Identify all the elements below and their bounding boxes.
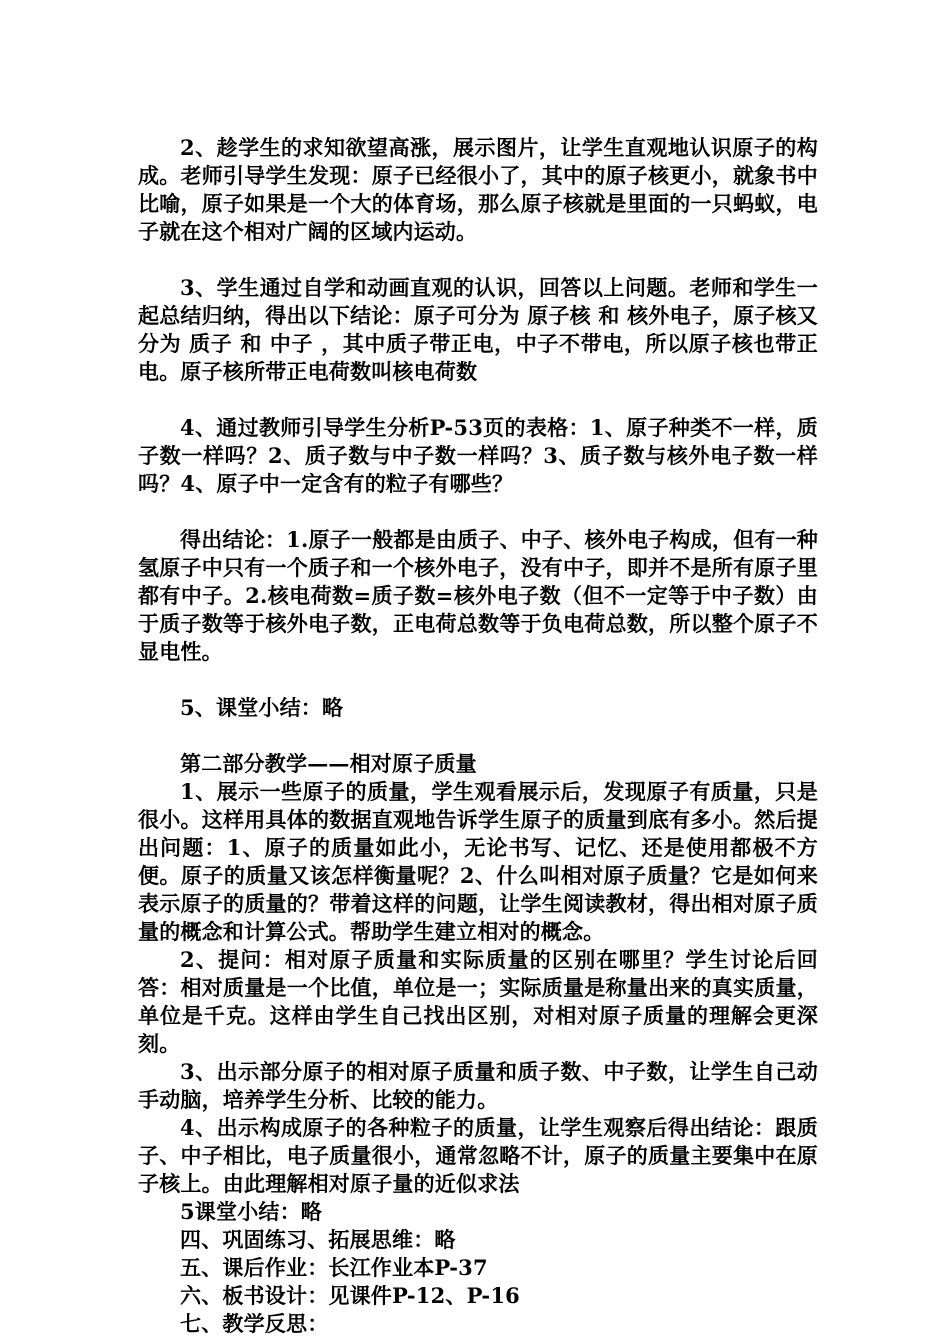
paragraph-conclusion-nucleus: 3、学生通过自学和动画直观的认识，回答以上问题。老师和学生一起总结归纳，得出以下结论：原子可分为 原子核 和 核外电子，原子核又分为 质子 和 中子 ，其中质子带正电，中子不带电，所以原子核也带正电。原子核所带正电荷数叫核电荷数 [138, 275, 818, 384]
paragraph-atom-structure: 2、趁学生的求知欲望高涨，展示图片，让学生直观地认识原子的构成。老师引导学生发现：原子已经很小了，其中的原子核更小，就象书中比喻，原子如果是一个大的体育场，那么原子核就是里面的一只蚂蚁，电子就在这个相对广阔的区域内运动。 [138, 135, 818, 244]
paragraph-atom-mass-display: 1、展示一些原子的质量，学生观看展示后，发现原子有质量，只是很小。这样用具体的数据直观地告诉学生原子的质量到底有多小。然后提出问题：1、原子的质量如此小，无论书写、记忆、还是使用都极不方便。原子的质量又该怎样衡量呢？2、什么叫相对原子质量？它是如何来表示原子的质量的？带着这样的问题，让学生阅读教材，得出相对原子质量的概念和计算公式。帮助学生建立相对的概念。 [138, 779, 818, 944]
paragraph-hands-on: 3、出示部分原子的相对原子质量和质子数、中子数，让学生自己动手动脑，培养学生分析、比较的能力。 [138, 1059, 818, 1112]
line-class-summary: 5课堂小结：略 [180, 1199, 323, 1224]
line-practice: 四、巩固练习、拓展思维：略 [180, 1227, 456, 1252]
section-heading-part-two: 第二部分教学——相对原子质量 [180, 751, 477, 776]
line-board-design: 六、板书设计：见课件P-12、P-16 [180, 1283, 520, 1308]
line-homework: 五、课后作业：长江作业本P-37 [180, 1255, 488, 1280]
paragraph-conclusions: 得出结论：1.原子一般都是由质子、中子、核外电子构成，但有一种氢原子中只有一个质子和一个核外电子，没有中子，即并不是所有原子里都有中子。2.核电荷数=质子数=核外电子数（但不一定等于中子数）由于质子数等于核外电子数，正电荷总数等于负电荷总数，所以整个原子不显电性。 [138, 527, 818, 664]
paragraph-table-analysis: 4、通过教师引导学生分析P-53页的表格：1、原子种类不一样，质子数一样吗？2、质子数与中子数一样吗？3、质子数与核外电子数一样吗？4、原子中一定含有的粒子有哪些？ [138, 415, 818, 496]
line-reflection: 七、教学反思： [180, 1311, 329, 1336]
paragraph-relative-vs-actual: 2、提问：相对原子质量和实际质量的区别在哪里？学生讨论后回答：相对质量是一个比值，单位是一；实际质量是称量出来的真实质量，单位是千克。这样由学生自己找出区别，对相对原子质量的理解会更深刻。 [138, 947, 818, 1056]
document-body [138, 134, 818, 1338]
paragraph-summary: 5、课堂小结：略 [180, 695, 344, 720]
paragraph-particle-mass: 4、出示构成原子的各种粒子的质量，让学生观察后得出结论：跟质子、中子相比，电子质量很小，通常忽略不计，原子的质量主要集中在原子核上。由此理解相对原子量的近似求法 [138, 1115, 818, 1196]
